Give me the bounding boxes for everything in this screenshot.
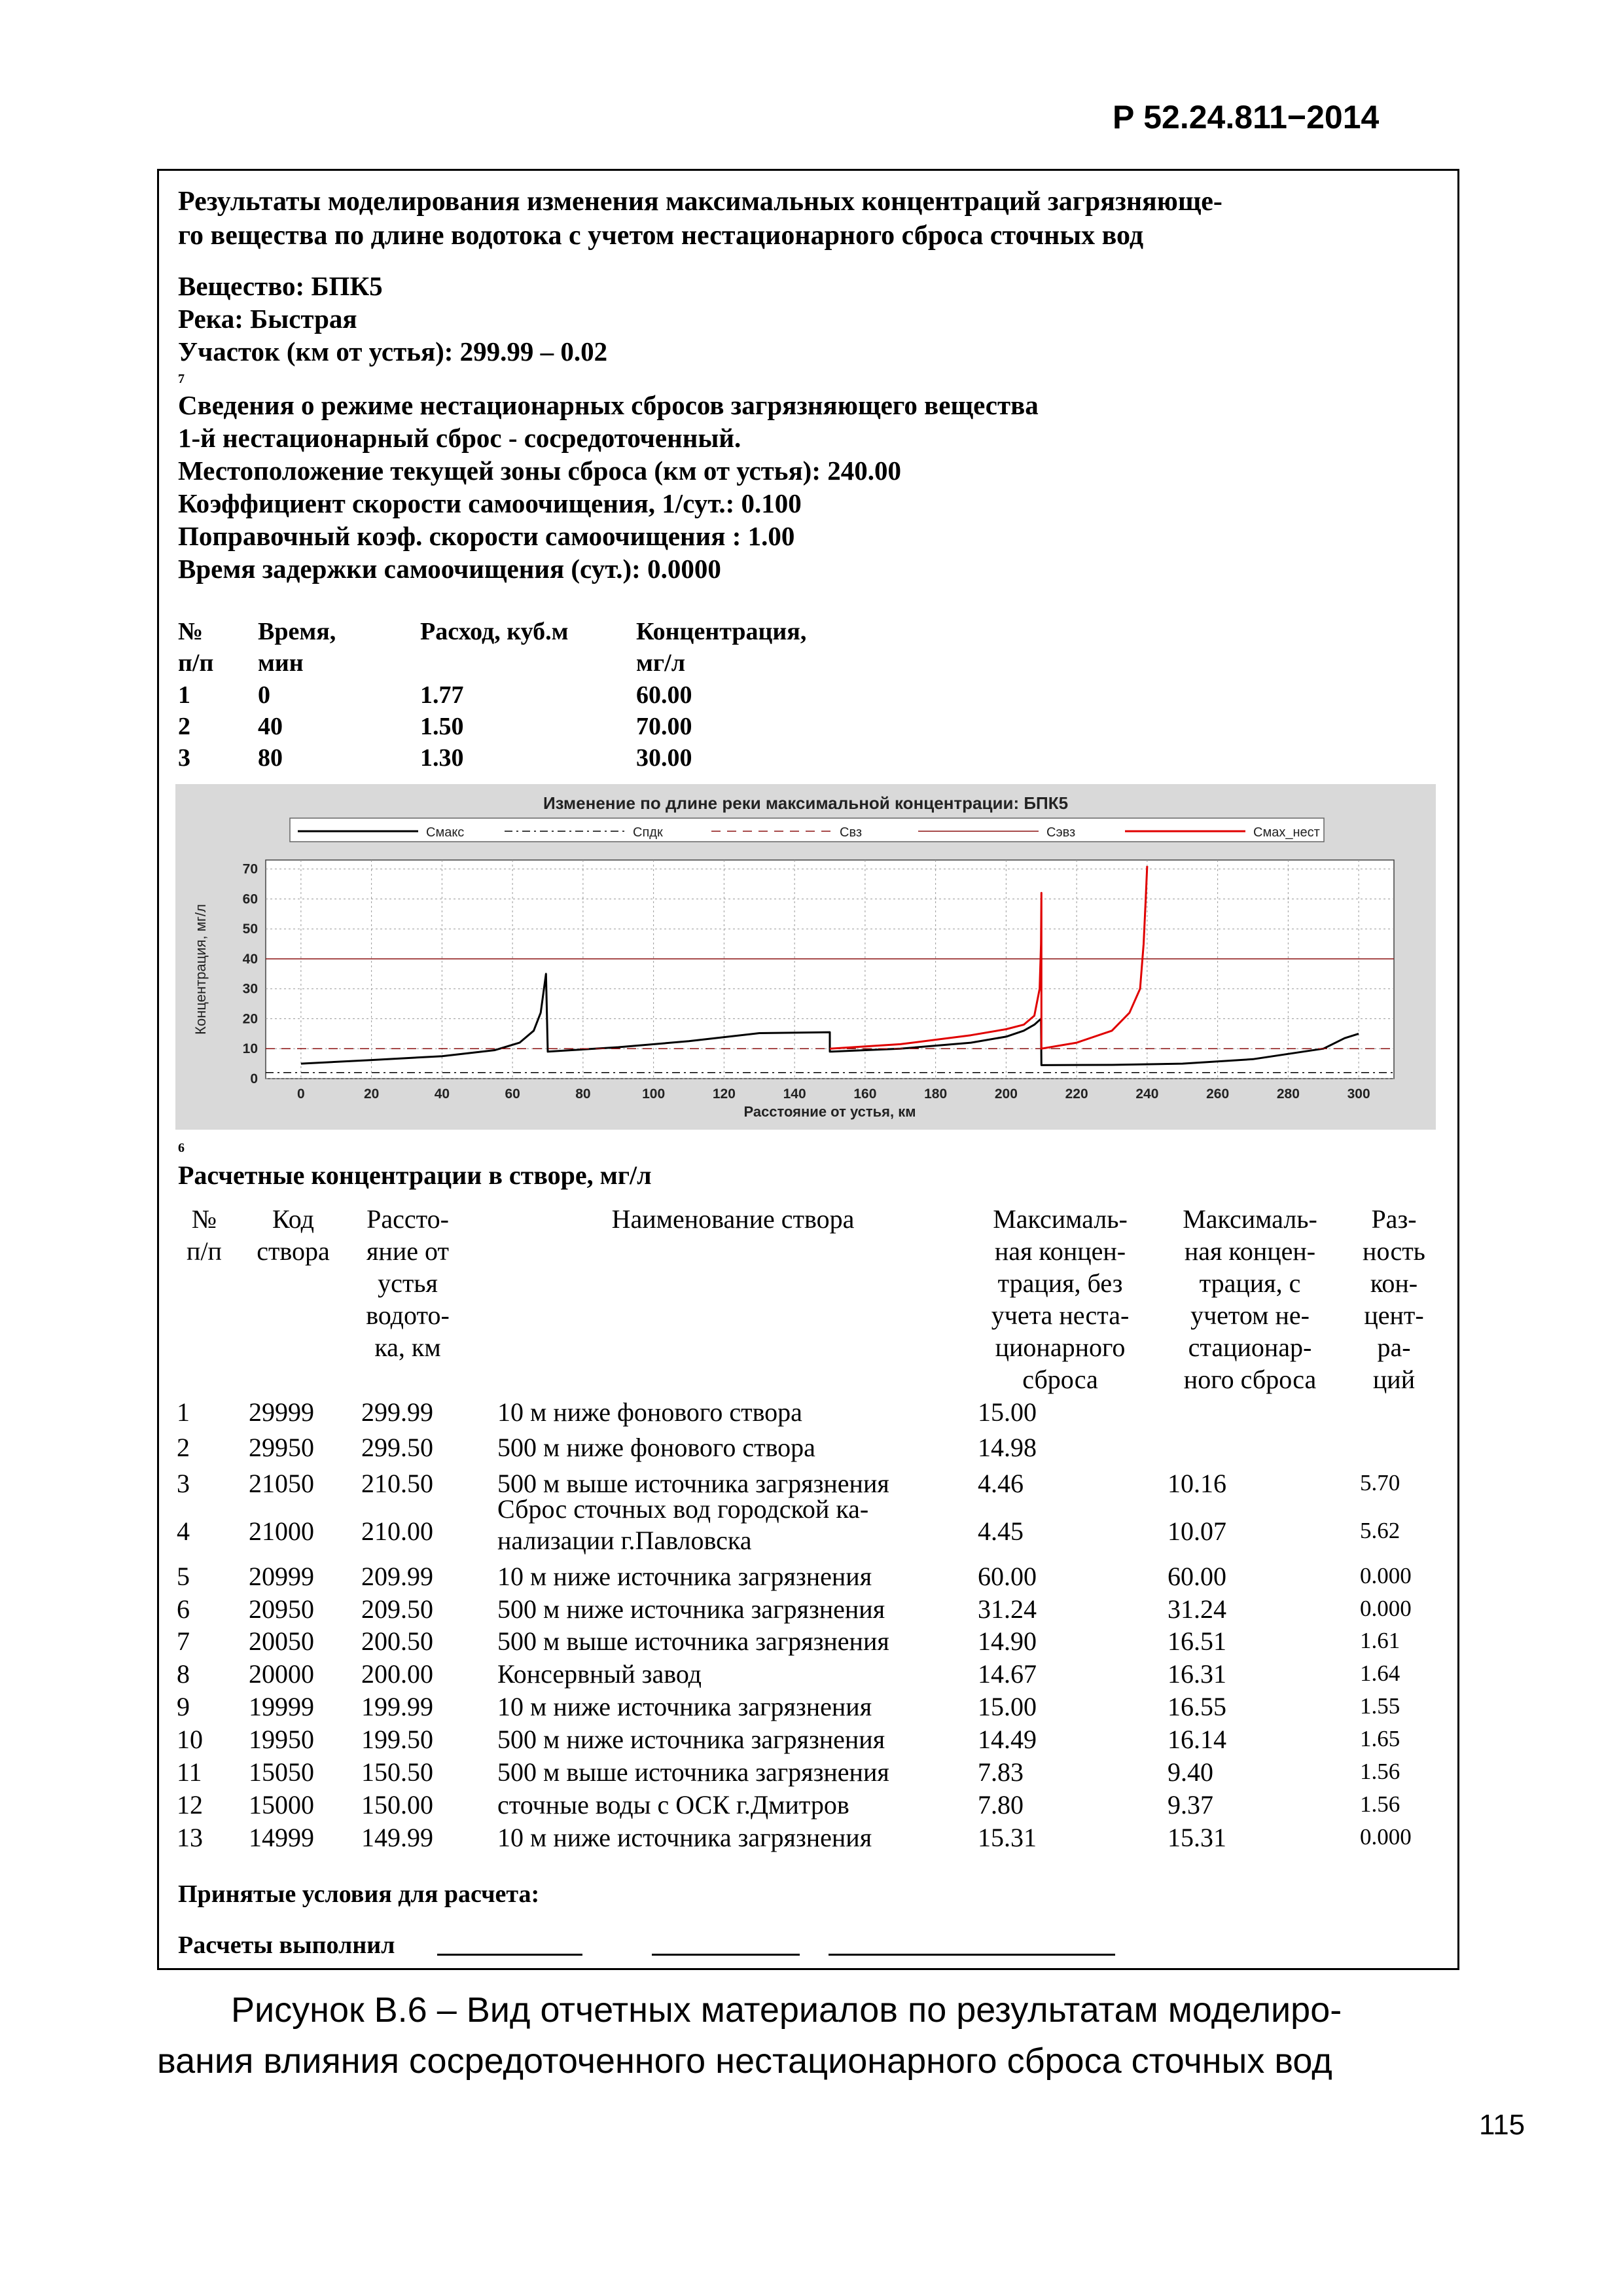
substance: Вещество: БПК5 [178, 271, 383, 301]
calc-row-10-dist: 199.50 [361, 1725, 433, 1754]
calc-row-4-n: 4 [177, 1516, 190, 1546]
calc-row-12-dist: 150.00 [361, 1790, 433, 1820]
performed-by-label: Расчеты выполнил [178, 1931, 395, 1959]
dt-header-time: Время, [258, 618, 336, 645]
regime-heading: Сведения о режиме нестационарных сбросов загрязняющего вещества [178, 390, 1039, 420]
x-tick-label: 100 [642, 1086, 666, 1102]
ct-header-c1: Максималь- ная концен- трация, без учета неста- ционарного сброса [991, 1204, 1130, 1394]
calc-row-7-c1: 14.90 [978, 1626, 1037, 1656]
concentration-chart [175, 784, 1436, 1130]
signature-line-2 [652, 1954, 800, 1956]
chart-title: Изменение по длине реки максимальной концентрации: БПК5 [543, 793, 1069, 813]
legend-label-2: Спдк [633, 825, 663, 840]
calc-heading: Расчетные концентрации в створе, мг/л [178, 1160, 652, 1190]
calc-row-5-c2: 60.00 [1168, 1562, 1226, 1591]
dt-header-flow: Расход, куб.м [420, 618, 569, 645]
calc-row-3-c2: 10.16 [1168, 1469, 1226, 1498]
x-tick-label: 220 [1065, 1086, 1088, 1102]
x-axis-label: Расстояние от устья, км [743, 1103, 916, 1120]
ct-header-c2: Максималь- ная концен- трация, с учетом не- стационар- ного сброса [1183, 1204, 1317, 1394]
calc-row-1-c1: 15.00 [978, 1397, 1037, 1427]
calc-row-9-c1: 15.00 [978, 1692, 1037, 1721]
y-axis-label: Концентрация, мг/л [192, 904, 209, 1035]
dt-row2-flow: 1.50 [420, 713, 464, 740]
calc-row-4-dist: 210.00 [361, 1516, 433, 1546]
dt-row1-conc: 60.00 [636, 681, 692, 709]
calc-row-3-name: 500 м выше источника загрязнения [497, 1469, 889, 1498]
calc-row-13-n: 13 [177, 1823, 203, 1852]
calc-row-5-dist: 209.99 [361, 1562, 433, 1591]
calc-row-6-c1: 31.24 [978, 1594, 1037, 1624]
calc-row-3-dist: 210.50 [361, 1469, 433, 1498]
legend-label-4: Сэвз [1046, 825, 1076, 840]
conditions-label: Принятые условия для расчета: [178, 1880, 540, 1908]
calc-row-9-dist: 199.99 [361, 1692, 433, 1721]
calc-row-9-c2: 16.55 [1168, 1692, 1226, 1721]
calc-row-9-diff: 1.55 [1360, 1693, 1400, 1719]
title-line-1: Результаты моделирования изменения максимальных концентраций загрязняюще- [178, 187, 1222, 217]
legend-label-1: Смакс [426, 825, 465, 840]
calc-row-13-c2: 15.31 [1168, 1823, 1226, 1852]
calc-row-8-code: 20000 [249, 1659, 314, 1689]
calc-row-11-dist: 150.50 [361, 1757, 433, 1787]
calc-row-12-name: сточные воды с ОСК г.Дмитров [497, 1790, 849, 1820]
calc-row-6-code: 20950 [249, 1594, 314, 1624]
x-tick-label: 60 [505, 1086, 520, 1102]
dt-row1-flow: 1.77 [420, 681, 464, 709]
calc-row-7-diff: 1.61 [1360, 1628, 1400, 1653]
x-tick-label: 120 [712, 1086, 736, 1102]
calc-row-1-code: 29999 [249, 1397, 314, 1427]
y-tick-label: 40 [242, 951, 258, 967]
dt-row2-time: 40 [258, 713, 283, 740]
ct-header-diff: Раз- ность кон- цент- ра- ций [1363, 1204, 1425, 1394]
discharge-type: 1-й нестационарный сброс - сосредоточенный. [178, 423, 741, 453]
calc-row-8-n: 8 [177, 1659, 190, 1689]
calc-row-2-code: 29950 [249, 1433, 314, 1462]
calc-row-2-c1: 14.98 [978, 1433, 1037, 1462]
ct-header-code: Код створа [257, 1204, 330, 1266]
calc-row-4-name-line2: нализации г.Павловска [497, 1526, 752, 1555]
calc-row-10-diff: 1.65 [1360, 1726, 1400, 1751]
calc-row-6-name: 500 м ниже источника загрязнения [497, 1594, 885, 1624]
y-tick-label: 0 [250, 1071, 258, 1086]
title-line-2: го вещества по длине водотока с учетом нестационарного сброса сточных вод [178, 221, 1144, 251]
calc-row-1-name: 10 м ниже фонового створа [497, 1397, 802, 1427]
x-tick-label: 20 [363, 1086, 380, 1102]
dt-row3-conc: 30.00 [636, 744, 692, 772]
calc-row-12-code: 15000 [249, 1790, 314, 1820]
figure-caption-line-1: Рисунок В.6 – Вид отчетных материалов по результатам моделиро- [231, 1990, 1342, 2030]
x-tick-label: 280 [1276, 1086, 1300, 1102]
river: Река: Быстрая [178, 304, 357, 334]
dt-row3-n: 3 [178, 744, 190, 772]
x-tick-label: 140 [783, 1086, 806, 1102]
ct-header-name: Наименование створа [611, 1204, 855, 1234]
x-tick-label: 80 [575, 1086, 591, 1102]
calc-row-8-diff: 1.64 [1360, 1660, 1400, 1686]
calc-row-13-code: 14999 [249, 1823, 314, 1852]
y-tick-label: 10 [242, 1041, 258, 1057]
x-tick-label: 260 [1206, 1086, 1230, 1102]
calc-row-8-dist: 200.00 [361, 1659, 433, 1689]
correction-coefficient: Поправочный коэф. скорости самоочищения : 1.00 [178, 521, 795, 551]
calc-row-4-c1: 4.45 [978, 1516, 1024, 1546]
calc-row-11-name: 500 м выше источника загрязнения [497, 1757, 889, 1787]
page-number: 115 [1479, 2109, 1525, 2141]
calc-row-3-code: 21050 [249, 1469, 314, 1498]
dt-header-n: № [178, 618, 204, 645]
calc-row-13-c1: 15.31 [978, 1823, 1037, 1852]
calc-row-6-dist: 209.50 [361, 1594, 433, 1624]
calc-row-12-n: 12 [177, 1790, 203, 1820]
calc-row-10-c2: 16.14 [1168, 1725, 1226, 1754]
calc-row-12-c1: 7.80 [978, 1790, 1024, 1820]
calc-row-4-code: 21000 [249, 1516, 314, 1546]
calc-row-4-name: Сброс сточных вод городской ка- [497, 1494, 869, 1524]
calc-row-4-c2: 10.07 [1168, 1516, 1226, 1546]
x-tick-label: 40 [434, 1086, 450, 1102]
signature-line-3 [829, 1954, 1115, 1956]
calc-row-9-name: 10 м ниже источника загрязнения [497, 1692, 872, 1721]
dt-row2-n: 2 [178, 713, 190, 740]
calc-row-5-diff: 0.000 [1360, 1563, 1412, 1588]
calc-row-11-n: 11 [177, 1757, 202, 1787]
calc-row-2-n: 2 [177, 1433, 190, 1462]
calc-row-13-diff: 0.000 [1360, 1824, 1412, 1850]
calc-row-10-n: 10 [177, 1725, 203, 1754]
dt-header-n2: п/п [178, 649, 214, 677]
chart-svg [175, 784, 1436, 1130]
calc-row-1-dist: 299.99 [361, 1397, 433, 1427]
calc-row-5-c1: 60.00 [978, 1562, 1037, 1591]
dt-row3-time: 80 [258, 744, 283, 772]
x-tick-label: 200 [994, 1086, 1018, 1102]
calc-row-6-n: 6 [177, 1594, 190, 1624]
calc-row-3-c1: 4.46 [978, 1469, 1024, 1498]
calc-row-9-n: 9 [177, 1692, 190, 1721]
calc-row-6-c2: 31.24 [1168, 1594, 1226, 1624]
y-tick-label: 70 [242, 861, 258, 877]
x-tick-label: 0 [297, 1086, 305, 1102]
calc-row-8-c2: 16.31 [1168, 1659, 1226, 1689]
selfcleaning-coefficient: Коэффициент скорости самоочищения, 1/сут.: 0.100 [178, 488, 802, 518]
calc-row-2-dist: 299.50 [361, 1433, 433, 1462]
calc-row-3-n: 3 [177, 1469, 190, 1498]
calc-row-7-code: 20050 [249, 1626, 314, 1656]
calc-row-10-name: 500 м ниже источника загрязнения [497, 1725, 885, 1754]
legend-label-3: Свз [840, 825, 863, 840]
selfcleaning-delay: Время задержки самоочищения (сут.): 0.0000 [178, 554, 721, 584]
calc-row-7-n: 7 [177, 1626, 190, 1656]
dt-row1-time: 0 [258, 681, 270, 709]
ct-header-dist: Рассто- яние от устья водото- ка, км [366, 1204, 450, 1362]
y-tick-label: 20 [242, 1011, 258, 1027]
calc-row-8-c1: 14.67 [978, 1659, 1037, 1689]
calc-row-11-code: 15050 [249, 1757, 314, 1787]
dt-header-time2: мин [258, 649, 304, 677]
dt-row2-conc: 70.00 [636, 713, 692, 740]
ct-header-n: № п/п [187, 1204, 222, 1266]
y-tick-label: 50 [242, 922, 258, 937]
calc-row-11-diff: 1.56 [1360, 1759, 1400, 1784]
calc-row-12-c2: 9.37 [1168, 1790, 1213, 1820]
calc-row-11-c2: 9.40 [1168, 1757, 1213, 1787]
calc-row-5-n: 5 [177, 1562, 190, 1591]
report-title [178, 185, 1435, 253]
calc-row-8-name: Консервный завод [497, 1659, 702, 1689]
marker-6: 6 [178, 1141, 185, 1155]
calc-row-7-dist: 200.50 [361, 1626, 433, 1656]
calc-row-10-code: 19950 [249, 1725, 314, 1754]
calc-row-3-diff: 5.70 [1360, 1470, 1400, 1496]
x-tick-label: 240 [1135, 1086, 1159, 1102]
calc-row-12-diff: 1.56 [1360, 1791, 1400, 1817]
calc-row-13-dist: 149.99 [361, 1823, 433, 1852]
x-tick-label: 160 [853, 1086, 877, 1102]
dt-header-conc: Концентрация, [636, 618, 807, 645]
section: Участок (км от устья): 299.99 – 0.02 [178, 336, 608, 367]
calc-row-4-diff: 5.62 [1360, 1518, 1400, 1543]
calc-row-13-name: 10 м ниже источника загрязнения [497, 1823, 872, 1852]
figure-caption-line-2: вания влияния сосредоточенного нестационарного сброса сточных вод [157, 2041, 1332, 2081]
calc-row-7-name: 500 м выше источника загрязнения [497, 1626, 889, 1656]
calc-row-1-n: 1 [177, 1397, 190, 1427]
dt-row3-flow: 1.30 [420, 744, 464, 772]
x-tick-label: 300 [1347, 1086, 1370, 1102]
calc-row-11-c1: 7.83 [978, 1757, 1024, 1787]
marker-7: 7 [178, 372, 185, 386]
y-tick-label: 60 [242, 891, 258, 907]
dt-header-conc2: мг/л [636, 649, 686, 677]
calc-row-2-name: 500 м ниже фонового створа [497, 1433, 815, 1462]
calc-row-7-c2: 16.51 [1168, 1626, 1226, 1656]
calc-row-5-name: 10 м ниже источника загрязнения [497, 1562, 872, 1591]
calc-row-10-c1: 14.49 [978, 1725, 1037, 1754]
calc-row-9-code: 19999 [249, 1692, 314, 1721]
calc-row-6-diff: 0.000 [1360, 1596, 1412, 1621]
signature-line-1 [437, 1954, 582, 1956]
legend-label-5: Смах_нест [1253, 825, 1320, 840]
discharge-location: Местоположение текущей зоны сброса (км от устья): 240.00 [178, 456, 901, 486]
x-tick-label: 180 [924, 1086, 948, 1102]
y-tick-label: 30 [242, 981, 258, 997]
dt-row1-n: 1 [178, 681, 190, 709]
calc-row-5-code: 20999 [249, 1562, 314, 1591]
standard-code: Р 52.24.811−2014 [1113, 99, 1380, 135]
